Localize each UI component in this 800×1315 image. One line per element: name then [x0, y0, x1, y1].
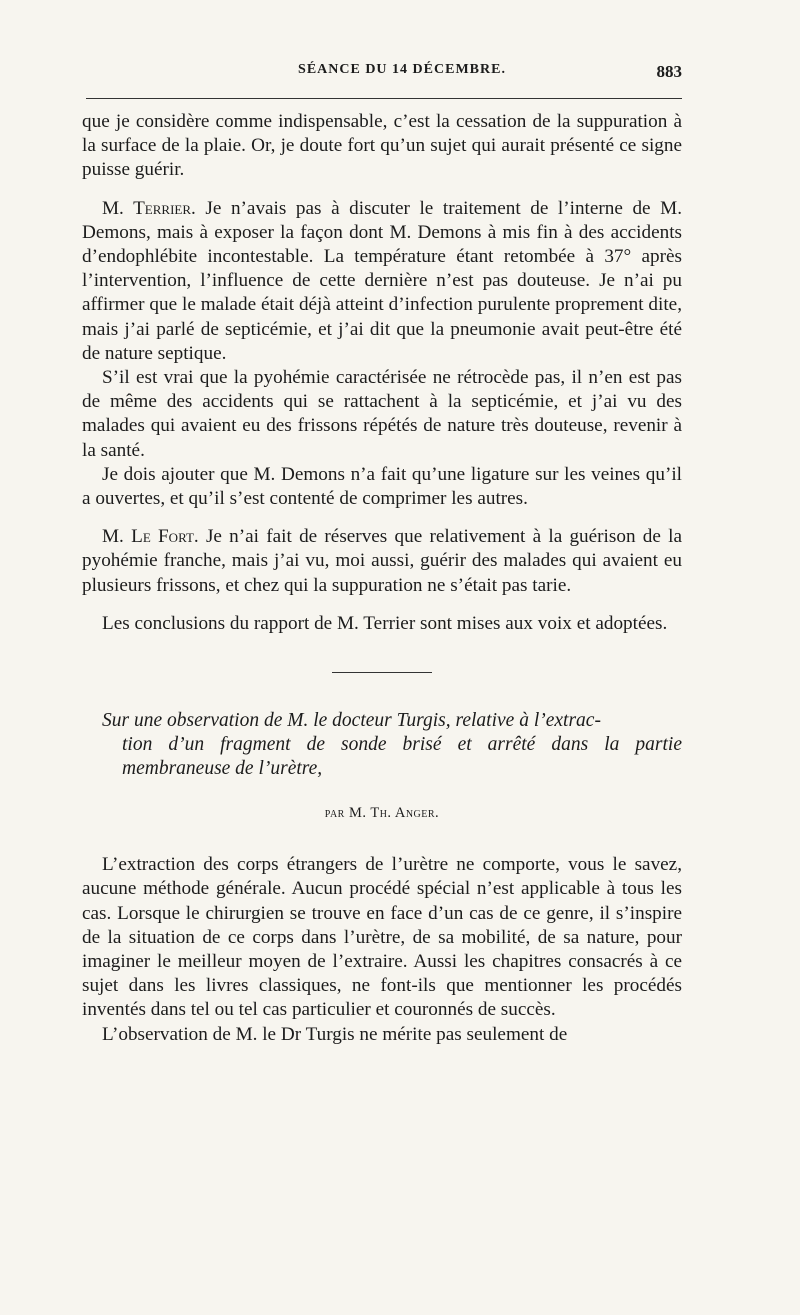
page-number: 883: [656, 62, 682, 81]
paragraph-pyohemie: S’il est vrai que la pyohémie caractérisée ne rétrocède pas, il n’en est pas de même des accidents qui se rattachent à la septicémie, et j’ai vu des malades qui avaient eu des frissons répétés de nature très douteuse, revenir à la santé.: [82, 367, 682, 461]
article-title-line1: Sur une observation de M. le docteur Turgis, relative à l’extrac-: [102, 710, 601, 732]
page-header: [82, 62, 682, 90]
paragraph-text: Je n’ai fait de réserves que relativement à la guérison de la pyohémie franche, mais j’ai vu, moi aussi, guérir des malades qui avaient eu plusieurs frissons, et chez qui la suppuration ne s’était pas tarie.: [82, 526, 682, 596]
section-separator: [332, 672, 432, 673]
article-title-rest: tion d’un fragment de sonde brisé et arrêté dans la partie membraneuse de l’urètre,: [122, 734, 682, 780]
paragraph-continuation: que je considère comme indispensable, c’est la cessation de la suppuration à la surface de la plaie. Or, je doute fort qu’un sujet qui aurait présenté ce signe puisse guérir.: [82, 111, 682, 181]
paragraph-le-fort: [82, 525, 682, 598]
speaker-name: M. Le Fort.: [102, 526, 199, 548]
paragraph-extraction: L’extraction des corps étrangers de l’urètre ne comporte, vous le savez, aucune méthode générale. Aucun procédé spécial n’est applicable à tous les cas. Lorsque le chirurgien se trouve en face d’un cas de ce genre, il s’inspire de la situation de ce corps dans l’urètre, de sa mobilité, de sa nature, pour imaginer le meilleur moyen de l’extraire. Aussi les chapitres consacrés à ce sujet dans les livres classiques, ne font-ils que mentionner les procédés inventés dans tel ou tel cas particulier et couronnés de succès.: [82, 854, 682, 1021]
paragraph-demons: Je dois ajouter que M. Demons n’a fait qu’une ligature sur les veines qu’il a ouvertes, et qu’il s’est contenté de comprimer les autres.: [82, 463, 682, 510]
page-body: [82, 110, 682, 1047]
speaker-name: M. Terrier.: [102, 197, 196, 219]
article-title: [82, 709, 682, 781]
running-head: SÉANCE DU 14 DÉCEMBRE.: [298, 62, 506, 77]
paragraph-terrier: [82, 197, 682, 366]
paragraph-text: Je n’avais pas à discuter le traitement de l’interne de M. Demons, mais à exposer la façon dont M. Demons à mis fin à des accidents d’endophlébite incontestable. La température étant retombée à 37° après l’intervention, l’influence de cette dernière n’est pas douteuse. Je n’ai pu affirmer que le malade était déjà atteint d’infection purulente proprement dite, mais j’ai parlé de septicémie, et j’ai dit que la pneumonie avait peut-être été de nature septique.: [82, 197, 682, 364]
article-byline: par M. Th. Anger.: [324, 805, 440, 822]
paragraph-observation: L’observation de M. le Dr Turgis ne mérite pas seulement de: [102, 1023, 568, 1045]
header-rule: [86, 98, 682, 99]
paragraph-conclusions: Les conclusions du rapport de M. Terrier sont mises aux voix et adoptées.: [102, 612, 668, 634]
